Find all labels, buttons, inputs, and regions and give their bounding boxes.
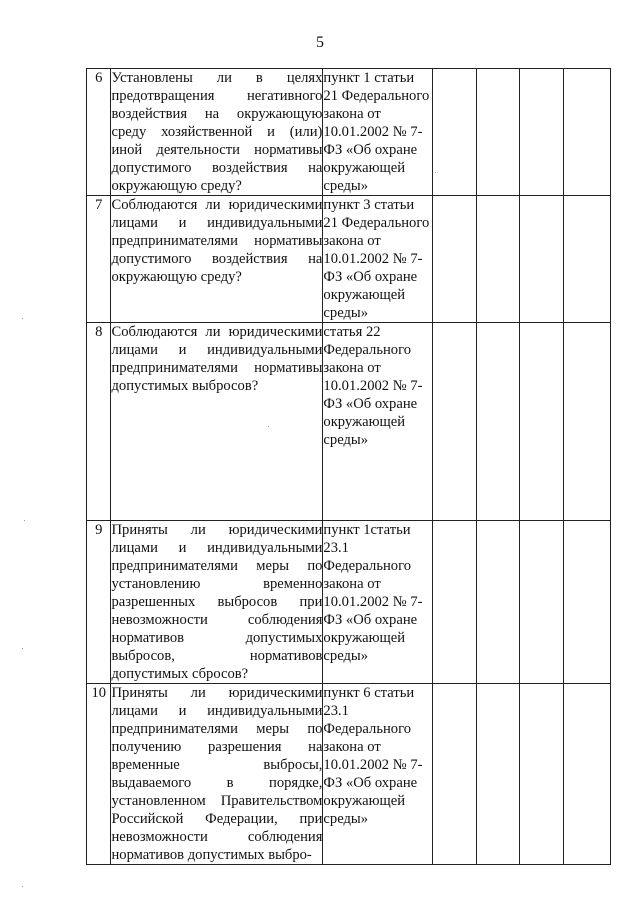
question-cell [111,684,323,865]
answer-na-cell[interactable] [520,323,564,521]
answer-no-cell[interactable] [476,323,520,521]
legal-reference-cell [323,521,433,684]
question-text: Соблюдаются ли юридическими лицами и индивидуальными предпринимателями нормативы допустимого воздействия на окружающую среду? [111,197,323,285]
legal-reference-text: пункт 1статьи 23.1 Федерального закона от 10.01.2002 № 7-ФЗ «Об охране окружающей среды» [323,522,423,664]
question-cell [111,323,323,521]
legal-reference-cell [323,69,433,196]
legal-reference-cell [323,196,433,323]
row-number: 7 [87,196,111,323]
legal-reference-cell [323,323,433,521]
legal-reference-text: пункт 6 статьи 23.1 Федерального закона от 10.01.2002 № 7-ФЗ «Об охране окружающей среды» [323,685,423,827]
answer-no-cell[interactable] [476,196,520,323]
comment-cell[interactable] [564,684,611,865]
answer-yes-cell[interactable] [433,521,477,684]
row-number: 10 [87,684,111,865]
question-text: Приняты ли юридическими лицами и индивидуальными предпринимателями меры по получению разрешения на временные выбросы, выдаваемого в порядке, установленном Правительством Российской Федерации, при невозможности соблюдения нормативов допустимых выбро- [111,685,323,863]
scan-speck [22,648,23,649]
comment-cell[interactable] [564,521,611,684]
table-row [87,684,611,865]
answer-yes-cell[interactable] [433,323,477,521]
table-row [87,323,611,521]
scan-speck [22,318,23,319]
legal-reference-text: пункт 3 статьи 21 Федерального закона от 10.01.2002 № 7-ФЗ «Об охране окружающей среды» [323,197,430,321]
answer-no-cell[interactable] [476,521,520,684]
row-number: 9 [87,521,111,684]
answer-yes-cell[interactable] [433,684,477,865]
page-number: 5 [316,34,324,51]
comment-cell[interactable] [564,69,611,196]
answer-na-cell[interactable] [520,684,564,865]
legal-reference-text: статья 22 Федерального закона от 10.01.2002 № 7-ФЗ «Об охране окружающей среды» [323,324,423,448]
answer-yes-cell[interactable] [433,69,477,196]
answer-yes-cell[interactable] [433,196,477,323]
table-row [87,69,611,196]
row-number: 8 [87,323,111,521]
question-text: Приняты ли юридическими лицами и индивидуальными предпринимателями меры по установлению временно разрешенных выбросов при невозможности соблюдения нормативов допустимых выбросов, нормативов допустимых сбросов? [111,522,323,682]
question-text: Установлены ли в целях предотвращения негативного воздействия на окружающую среду хозяйственной и (или) иной деятельности нормативы допустимого воздействия на окружающую среду? [111,70,323,194]
row-number: 6 [87,69,111,196]
scan-speck [24,520,25,521]
scan-speck [22,886,23,887]
comment-cell[interactable] [564,196,611,323]
answer-na-cell[interactable] [520,521,564,684]
question-text: Соблюдаются ли юридическими лицами и индивидуальными предпринимателями нормативы допустимых выбросов? [111,324,323,394]
question-cell [111,196,323,323]
scan-speck [435,172,436,173]
legal-reference-cell [323,684,433,865]
legal-reference-text: пункт 1 статьи 21 Федерального закона от 10.01.2002 № 7-ФЗ «Об охране окружающей среды» [323,70,430,194]
comment-cell[interactable] [564,323,611,521]
answer-na-cell[interactable] [520,69,564,196]
table-row [87,196,611,323]
question-cell [111,521,323,684]
answer-na-cell[interactable] [520,196,564,323]
answer-no-cell[interactable] [476,684,520,865]
checklist-table [86,68,611,865]
question-cell [111,69,323,196]
table-row [87,521,611,684]
scan-speck [268,426,269,427]
answer-no-cell[interactable] [476,69,520,196]
